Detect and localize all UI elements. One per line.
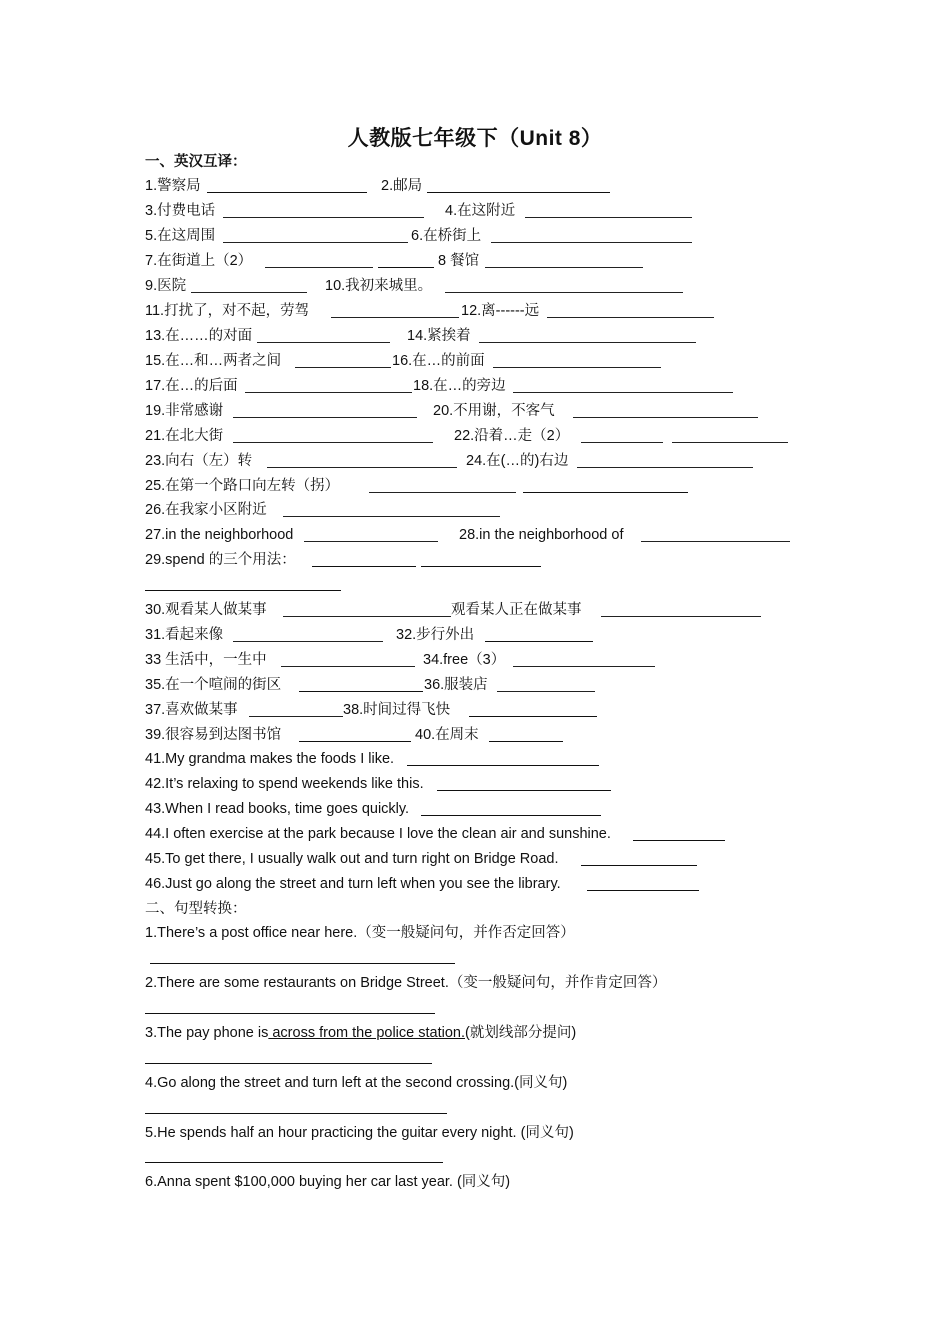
item-label: 28.in the neighborhood of — [459, 527, 624, 543]
item-label: 38.时间过得飞快 — [343, 702, 451, 718]
answer-blank[interactable] — [485, 641, 593, 642]
answer-blank[interactable] — [295, 367, 391, 368]
answer-blank[interactable] — [469, 716, 597, 717]
section-heading-transform: 二、句型转换： — [145, 901, 247, 917]
item-label: 40.在周末 — [415, 727, 479, 743]
item-label: 23.向右（左）转 — [145, 453, 253, 469]
item-label: 25.在第一个路口向左转（拐） — [145, 478, 340, 494]
item-label: 17.在…的后面 — [145, 378, 238, 394]
question-4: 4.Go along the street and turn left at the second crossing.(同义句) — [145, 1075, 568, 1091]
question-3-instruction: (就划线部分提问) — [465, 1025, 577, 1041]
item-label: 43.When I read books, time goes quickly. — [145, 801, 410, 817]
question-1: 1.There’s a post office near here.（变一般疑问句，并作否定回答） — [145, 925, 575, 941]
answer-blank[interactable] — [299, 741, 411, 742]
answer-blank[interactable] — [421, 566, 541, 567]
item-label: 6.在桥街上 — [411, 228, 482, 244]
answer-blank[interactable] — [523, 492, 688, 493]
answer-blank[interactable] — [283, 516, 500, 517]
answer-blank[interactable] — [497, 691, 595, 692]
page-title: 人教版七年级下（Unit 8） — [347, 127, 603, 150]
answer-blank[interactable] — [581, 865, 697, 866]
item-label: 观看某人正在做某事 — [451, 602, 582, 618]
answer-blank[interactable] — [304, 541, 438, 542]
item-label: 44.I often exercise at the park because I love the clean air and sunshine. — [145, 826, 611, 842]
answer-blank[interactable] — [493, 367, 661, 368]
answer-blank[interactable] — [233, 442, 433, 443]
item-label: 26.在我家小区附近 — [145, 502, 267, 518]
section-heading-translation: 一、英汉互译： — [145, 154, 247, 170]
answer-blank[interactable] — [283, 616, 451, 617]
item-label: 12.离------远 — [461, 303, 540, 319]
item-label: 46.Just go along the street and turn left when you see the library. — [145, 876, 561, 892]
answer-blank[interactable] — [145, 1013, 435, 1014]
item-label: 14.紧挨着 — [407, 328, 471, 344]
answer-blank[interactable] — [581, 442, 663, 443]
answer-blank[interactable] — [489, 741, 563, 742]
item-label: 37.喜欢做某事 — [145, 702, 238, 718]
answer-blank[interactable] — [331, 317, 459, 318]
question-3-underlined: across from the police station. — [268, 1025, 465, 1041]
answer-blank[interactable] — [633, 840, 725, 841]
item-label: 10.我初来城里。 — [325, 278, 433, 294]
question-3-prefix: 3.The pay phone is — [145, 1025, 269, 1041]
answer-blank[interactable] — [299, 691, 423, 692]
item-label: 36.服装店 — [424, 677, 488, 693]
answer-blank[interactable] — [265, 267, 373, 268]
item-label: 22.沿着…走（2） — [454, 428, 570, 444]
answer-blank[interactable] — [547, 317, 714, 318]
item-label: 16.在…的前面 — [392, 353, 485, 369]
answer-blank[interactable] — [641, 541, 790, 542]
question-3 — [145, 1023, 576, 1043]
item-label: 7.在街道上（2） — [145, 253, 253, 269]
item-label: 15.在…和…两者之间 — [145, 353, 282, 369]
answer-blank[interactable] — [233, 417, 417, 418]
item-label: 42.It’s relaxing to spend weekends like this. — [145, 776, 424, 792]
answer-blank[interactable] — [427, 192, 610, 193]
item-label: 32.步行外出 — [396, 627, 475, 643]
item-label: 9.医院 — [145, 278, 187, 294]
answer-blank[interactable] — [587, 890, 699, 891]
item-label: 34.free（3） — [423, 652, 506, 668]
answer-blank[interactable] — [150, 963, 455, 964]
answer-blank[interactable] — [378, 267, 434, 268]
answer-blank[interactable] — [145, 1162, 443, 1163]
answer-blank[interactable] — [312, 566, 416, 567]
answer-blank[interactable] — [145, 590, 341, 591]
answer-blank[interactable] — [145, 1113, 447, 1114]
item-label: 35.在一个喧闹的街区 — [145, 677, 282, 693]
item-label: 5.在这周围 — [145, 228, 216, 244]
item-label: 33 生活中，一生中 — [145, 652, 267, 668]
answer-blank[interactable] — [437, 790, 611, 791]
item-label: 27.in the neighborhood — [145, 527, 294, 543]
item-label: 8 餐馆 — [438, 253, 480, 269]
item-label: 41.My grandma makes the foods I like. — [145, 751, 395, 767]
item-label: 24.在(…的)右边 — [466, 453, 569, 469]
question-6: 6.Anna spent $100,000 buying her car last year. (同义句) — [145, 1174, 511, 1190]
answer-blank[interactable] — [573, 417, 758, 418]
answer-blank[interactable] — [525, 217, 692, 218]
answer-blank[interactable] — [249, 716, 343, 717]
answer-blank[interactable] — [223, 217, 424, 218]
answer-blank[interactable] — [445, 292, 683, 293]
item-label: 20.不用谢，不客气 — [433, 403, 555, 419]
item-label: 1.警察局 — [145, 178, 201, 194]
item-label: 4.在这附近 — [445, 203, 516, 219]
answer-blank[interactable] — [281, 666, 415, 667]
item-label: 30.观看某人做某事 — [145, 602, 267, 618]
answer-blank[interactable] — [245, 392, 412, 393]
item-label: 31.看起来像 — [145, 627, 224, 643]
answer-blank[interactable] — [407, 765, 599, 766]
item-label: 29.spend 的三个用法： — [145, 552, 296, 568]
answer-blank[interactable] — [491, 242, 692, 243]
item-label: 45.To get there, I usually walk out and turn right on Bridge Road. — [145, 851, 559, 867]
answer-blank[interactable] — [672, 442, 788, 443]
answer-blank[interactable] — [267, 467, 457, 468]
answer-blank[interactable] — [513, 392, 733, 393]
answer-blank[interactable] — [479, 342, 696, 343]
answer-blank[interactable] — [145, 1063, 432, 1064]
item-label: 39.很容易到达图书馆 — [145, 727, 282, 743]
answer-blank[interactable] — [513, 666, 655, 667]
item-label: 13.在……的对面 — [145, 328, 253, 344]
item-label: 2.邮局 — [381, 178, 423, 194]
answer-blank[interactable] — [577, 467, 753, 468]
answer-blank[interactable] — [223, 242, 408, 243]
item-label: 21.在北大街 — [145, 428, 224, 444]
answer-blank[interactable] — [485, 267, 643, 268]
answer-blank[interactable] — [207, 192, 367, 193]
answer-blank[interactable] — [601, 616, 761, 617]
item-label: 19.非常感谢 — [145, 403, 224, 419]
answer-blank[interactable] — [369, 492, 516, 493]
question-5: 5.He spends half an hour practicing the guitar every night. (同义句) — [145, 1125, 574, 1141]
question-2: 2.There are some restaurants on Bridge Street.（变一般疑问句，并作肯定回答） — [145, 975, 667, 991]
item-label: 11.打扰了，对不起，劳驾 — [145, 303, 310, 319]
answer-blank[interactable] — [257, 342, 390, 343]
item-label: 18.在…的旁边 — [413, 378, 506, 394]
answer-blank[interactable] — [233, 641, 383, 642]
item-label: 3.付费电话 — [145, 203, 216, 219]
answer-blank[interactable] — [191, 292, 307, 293]
answer-blank[interactable] — [421, 815, 601, 816]
